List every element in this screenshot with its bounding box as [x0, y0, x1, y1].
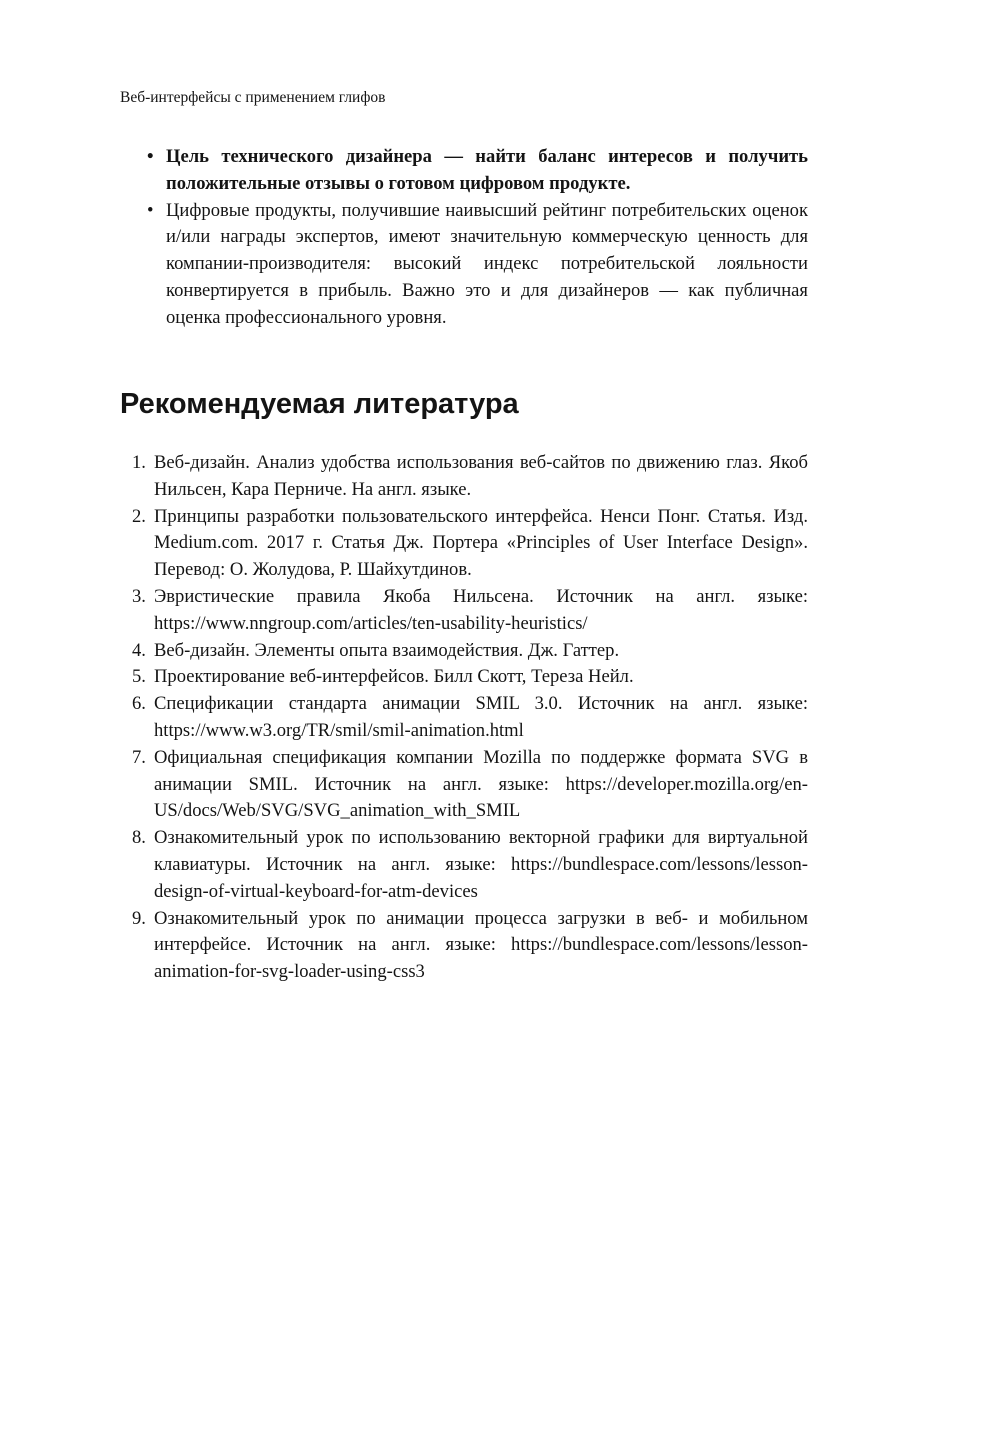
running-header: Веб-интерфейсы с применением глифов — [120, 89, 386, 106]
bullet-item — [140, 198, 808, 332]
section-heading: Рекомендуемая литература — [120, 388, 519, 420]
reference-item — [130, 584, 808, 638]
reference-text: Эвристические правила Якоба Нильсена. Источник на англ. языке: https://www.nngroup.com/articles/ten-usability-heuristics/ — [154, 585, 808, 634]
reference-item — [130, 664, 808, 691]
bullet-text: Цифровые продукты, получившие наивысший рейтинг потребительских оценок и/или награды экспертов, имеют значительную коммерческую ценность для компании-производителя: высокий индекс потребительской лояльности конвертируется в прибыль. Важно это и для дизайнеров — как публичная оценка профессионального уровня. — [166, 199, 808, 328]
bullet-marker: • — [147, 199, 154, 221]
reference-number: 9. — [132, 907, 146, 929]
reference-number: 7. — [132, 746, 146, 768]
reference-text: Проектирование веб-интерфейсов. Билл Скотт, Тереза Нейл. — [154, 666, 634, 688]
reference-text: Принципы разработки пользовательского интерфейса. Ненси Понг. Статья. Изд. Medium.com. 2017 г. Статья Дж. Портера «Principles of User Interface Design». Перевод: О. Жолудова, Р. Шайхутдинов. — [154, 505, 808, 581]
reference-item — [130, 504, 808, 584]
reference-text: Ознакомительный урок по использованию векторной графики для виртуальной клавиатуры. Источник на англ. языке: https://bundlespace.com/lessons/lesson-design-of-virtual-keyboard-for-atm-devices — [154, 827, 808, 902]
reference-number: 1. — [132, 452, 146, 473]
reference-item — [130, 906, 808, 986]
reference-text: Веб-дизайн. Анализ удобства использования веб-сайтов по движению глаз. Якоб Нильсен, Кара Перниче. На англ. языке. — [154, 452, 808, 500]
bullet-text: Цель технического дизайнера — найти баланс интересов и получить положительные отзывы о готовом цифровом продукте. — [166, 146, 808, 194]
reference-item — [130, 825, 808, 905]
reference-number: 5. — [132, 666, 146, 688]
reference-number: 8. — [132, 827, 146, 849]
reference-item — [130, 691, 808, 745]
reference-list — [130, 450, 808, 986]
reference-number: 2. — [132, 505, 146, 527]
reference-text: Веб-дизайн. Элементы опыта взаимодействия. Дж. Гаттер. — [154, 639, 620, 661]
reference-number: 4. — [132, 639, 146, 661]
reference-text: Официальная спецификация компании Mozilla по поддержке формата SVG в анимации SMIL. Источник на англ. языке: https://developer.mozilla.org/en-US/docs/Web/SVG/SVG_animation_with_SMIL — [154, 746, 808, 822]
reference-number: 6. — [132, 693, 146, 715]
reference-item — [130, 450, 808, 504]
bullet-list — [140, 144, 808, 332]
reference-text: Ознакомительный урок по анимации процесса загрузки в веб- и мобильном интерфейсе. Источник на англ. языке: https://bundlespace.com/lessons/lesson-animation-for-svg-loader-using-css3 — [154, 907, 808, 983]
reference-text: Спецификации стандарта анимации SMIL 3.0. Источник на англ. языке: https://www.w3.org/TR/smil/smil-animation.html — [154, 693, 808, 741]
reference-number: 3. — [132, 585, 146, 607]
reference-item — [130, 745, 808, 825]
bullet-marker: • — [147, 146, 154, 167]
reference-item — [130, 638, 808, 665]
bullet-item — [140, 144, 808, 198]
